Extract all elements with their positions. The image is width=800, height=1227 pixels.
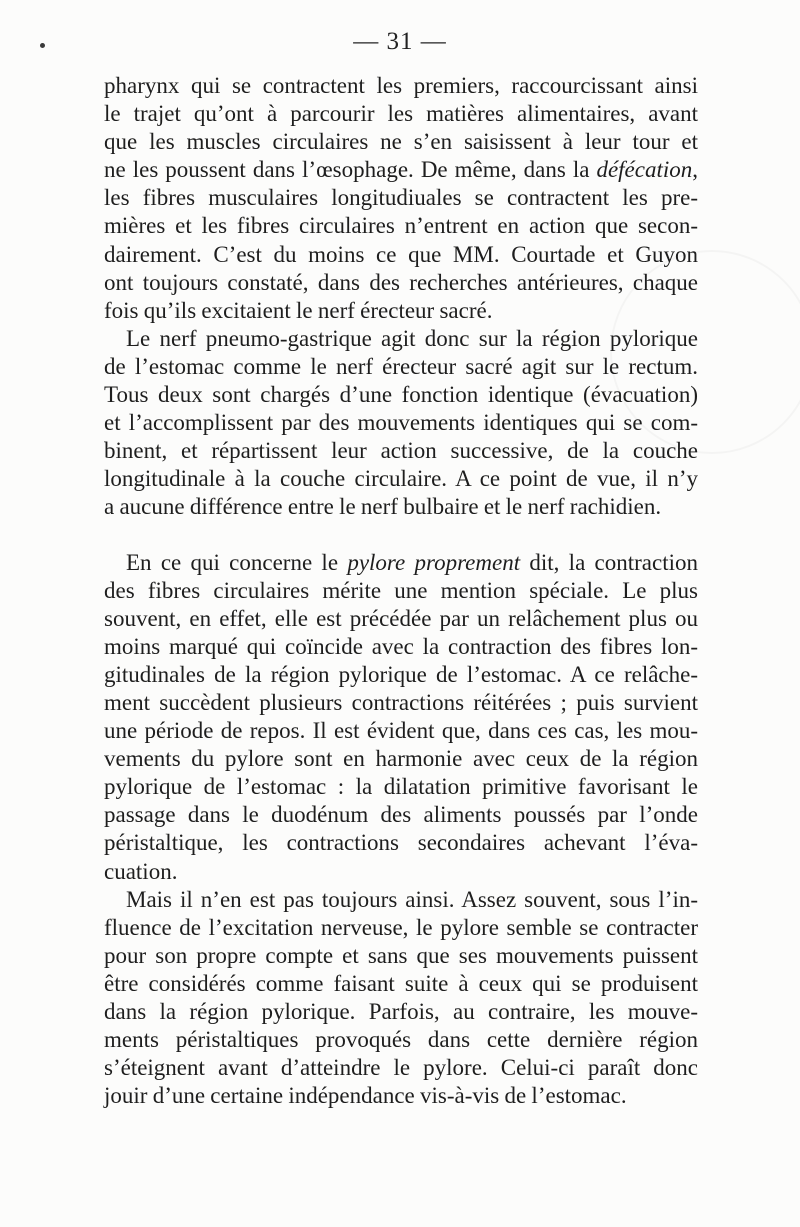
text-line: pylorique de l’estomac : la dilatation primitive favorisant le [104,774,698,800]
text-line: ment succèdent plusieurs contractions réitérées ; puis survient [104,689,698,715]
body-text [104,72,698,1110]
text-fragment: ne les poussent dans l’œsophage. De même, dans la [104,157,597,183]
text-line: pour son propre compte et sans que ses mouvements puissent [104,942,698,968]
text-line: les fibres musculaires longitudiuales se contractent les pre- [104,185,698,211]
text-line: fois qu’ils excitaient le nerf érecteur sacré. [104,297,493,323]
text-line: Mais il n’en est pas toujours ainsi. Assez souvent, sous l’in- [126,886,698,912]
text-line: passage dans le duodénum des aliments poussés par l’onde [104,802,698,828]
text-line: des fibres circulaires mérite une mention spéciale. Le plus [104,577,698,603]
text-fragment: dit, la contraction [520,549,699,575]
text-line: être considérés comme faisant suite à ceux qui se produisent [104,970,698,996]
text-line: de l’estomac comme le nerf érecteur sacré agit sur le rectum. [104,353,698,379]
text-line: longitudinale à la couche circulaire. A ce point de vue, il n’y [104,466,698,492]
text-line: pharynx qui se contractent les premiers, raccourcissant ainsi [104,73,698,98]
text-line: ont toujours constaté, dans des recherches antérieures, chaque [104,269,698,295]
text-line: péristaltique, les contractions secondaires achevant l’éva- [104,830,698,856]
italic-term: pylore proprement [347,549,521,575]
italic-term: défécation [596,157,693,183]
text-line: s’éteignent avant d’atteindre le pylore. Celui-ci paraît donc [104,1055,698,1081]
text-line: jouir d’une certaine indépendance vis-à-vis de l’estomac. [104,1083,627,1109]
paragraph-1 [104,72,698,325]
text-fragment: En ce qui concerne le [126,549,348,575]
text-line: vements du pylore sont en harmonie avec ceux de la région [104,746,698,772]
text-line: moins marqué qui coïncide avec la contraction des fibres lon- [104,633,698,659]
text-fragment: , [692,157,698,183]
text-line: que les muscles circulaires ne s’en saisissent à leur tour et [104,129,698,155]
text-line: dairement. C’est du moins ce que MM. Courtade et Guyon [104,241,698,267]
text-line: Le nerf pneumo-gastrique agit donc sur la région pylorique [126,325,698,351]
text-line: binent, et répartissent leur action successive, de la couche [104,438,698,464]
text-line: gitudinales de la région pylorique de l’estomac. A ce relâche- [104,661,698,687]
text-line: mières et les fibres circulaires n’entrent en action que secon- [104,213,698,239]
text-line: cuation. [104,858,178,884]
paragraph-4 [104,886,698,1111]
text-line: Tous deux sont chargés d’une fonction identique (évacuation) [104,382,698,408]
text-line: fluence de l’excitation nerveuse, le pylore semble se contracter [104,914,698,940]
text-line-with-italic [104,549,698,577]
text-line: dans la région pylorique. Parfois, au contraire, les mouve- [104,999,698,1024]
paragraph-2 [104,325,698,522]
text-line: a aucune différence entre le nerf bulbaire et le nerf rachidien. [104,494,662,520]
text-line-with-italic [104,156,698,184]
text-line: une période de repos. Il est évident que, dans ces cas, les mou- [104,718,698,744]
paragraph-3 [104,549,698,886]
text-line: et l’accomplissent par des mouvements identiques qui se com- [104,410,698,436]
paragraph-gap [104,522,698,549]
text-line: ments péristaltiques provoqués dans cette dernière région [104,1027,698,1053]
text-line: souvent, en effet, elle est précédée par un relâchement plus ou [104,605,698,631]
page-number: — 31 — [353,28,447,55]
text-line: le trajet qu’ont à parcourir les matières alimentaires, avant [104,101,698,127]
